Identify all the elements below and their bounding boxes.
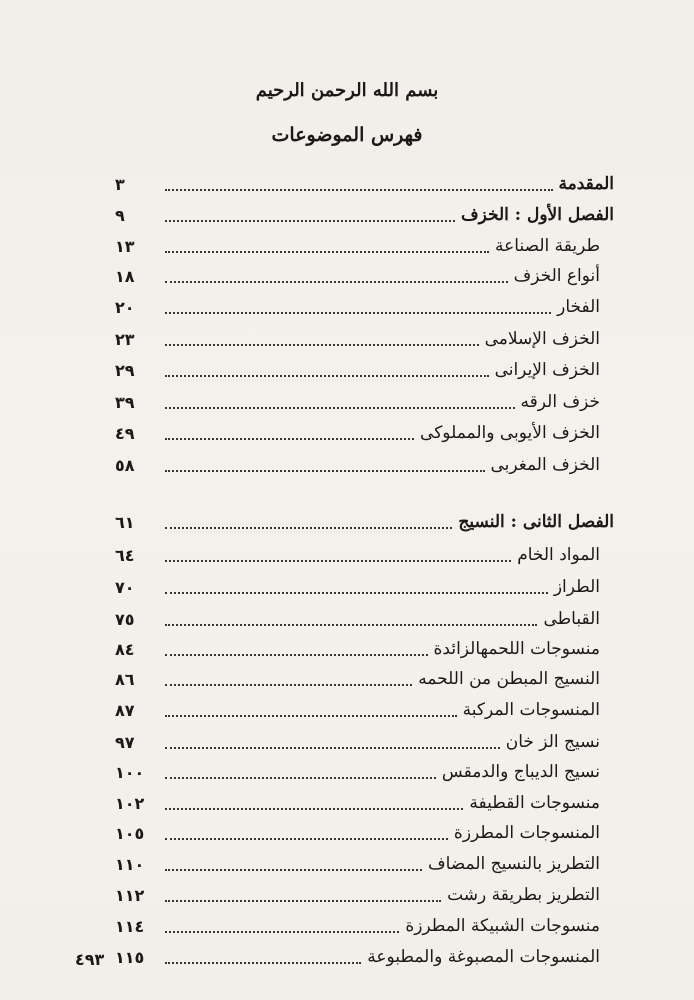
toc-entry-label: أنواع الخزف [513,266,600,286]
toc-entry-label: منسوجات اللحمهالزائدة [433,639,600,659]
toc-entry-page-number: ١١٢ [115,885,145,905]
toc-entry-page-number: ٩ [115,205,125,225]
toc-entry-page-number: ١١٥ [115,947,145,967]
toc-entry-page-number: ١٣ [115,236,135,256]
toc-entry-page-number: ٦١ [115,512,135,532]
dot-leader [165,654,428,656]
toc-entry [115,848,614,880]
toc-entry [115,230,614,262]
dot-leader [165,592,548,594]
toc-entry-page-number: ١١٤ [115,916,145,936]
toc-entry-page-number: ٥٨ [115,455,135,475]
toc-entry-page-number: ٢٩ [115,360,135,380]
dot-leader [165,777,436,779]
toc-entry [115,603,614,635]
toc-entry [115,941,614,973]
dot-leader [165,527,452,529]
toc-entry-label: المنسوجات المطرزة [453,823,600,843]
toc-entry [115,633,614,665]
toc-entry-label: المنسوجات المصبوغة والمطبوعة [367,947,600,967]
toc-entry-label: الفخار [557,297,600,317]
toc-entry-page-number: ٣ [115,174,125,194]
toc-entry-page-number: ٩٧ [115,732,135,752]
dot-leader [165,281,508,283]
dot-leader [165,931,399,933]
toc-entry-page-number: ١٠٢ [115,793,145,813]
toc-entry [115,506,614,538]
toc-entry-label: منسوجات الشبيكة المطرزة [405,916,600,936]
toc-entry [115,199,614,231]
toc-entry [115,291,614,323]
toc-entry [115,539,614,571]
dot-leader [165,684,412,686]
toc-entry-label: نسيج الز خان [505,732,600,752]
toc-entry-page-number: ٨٦ [115,669,135,689]
toc-entry [115,386,614,418]
toc-entry-label: منسوجات القطيفة [469,793,600,813]
toc-entry-label: الخزف الأيوبى والمملوكى [420,423,600,443]
dot-leader [165,624,537,626]
dot-leader [165,312,551,314]
dot-leader [165,407,515,409]
toc-entry [115,910,614,942]
dot-leader [165,838,448,840]
toc-entry-label: نسيج الديباج والدمقس [441,762,600,782]
toc-entry [115,323,614,355]
toc-entry-label: الخزف الإسلامى [484,329,600,349]
toc-entry [115,168,614,200]
toc-entry-page-number: ٧٥ [115,609,135,629]
toc-entry-label: الفصل الثانى : النسيج [458,512,614,532]
dot-leader [165,560,511,562]
dot-leader [165,900,441,902]
toc-entry [115,756,614,788]
toc-entry-label: الخزف الإيرانى [494,360,600,380]
toc-entry-page-number: ٤٩ [115,423,135,443]
dot-leader [165,470,485,472]
toc-entry-page-number: ١٠٥ [115,823,145,843]
dot-leader [165,220,455,222]
toc-entry [115,354,614,386]
toc-entry-page-number: ١٨ [115,266,135,286]
toc-entry-page-number: ٣٩ [115,392,135,412]
toc-entry [115,571,614,603]
toc-entry-label: الطراز [553,577,600,597]
toc-entry-page-number: ٨٤ [115,639,135,659]
toc-entry-label: المقدمة [558,174,614,194]
toc-entry-label: المواد الخام [517,545,600,565]
toc-entry-label: النسيج المبطن من اللحمه [418,669,600,689]
toc-entry-label: المنسوجات المركبة [462,700,600,720]
toc-entry-page-number: ٧٠ [115,577,135,597]
toc-entry-page-number: ٨٧ [115,700,135,720]
toc-entry [115,817,614,849]
toc-entry-label: طريقة الصناعة [495,236,600,256]
toc-entry-label: خزف الرقه [520,392,600,412]
dot-leader [165,962,361,964]
toc-entry-page-number: ١٠٠ [115,762,145,782]
toc-entry-label: الفصل الأول : الخزف [460,205,614,225]
toc-entry [115,417,614,449]
toc-entry [115,694,614,726]
toc-entry [115,260,614,292]
toc-entry [115,879,614,911]
dot-leader [165,251,489,253]
dot-leader [165,375,489,377]
dot-leader [165,344,479,346]
toc-entry-page-number: ٢٣ [115,329,135,349]
toc-entry-label: التطريز بالنسيج المضاف [427,854,600,874]
toc-entry-page-number: ٢٠ [115,297,135,317]
dot-leader [165,808,463,810]
toc-entry [115,449,614,481]
toc-entry [115,726,614,758]
page-number: ٤٩٣ [75,950,105,969]
dot-leader [165,715,457,717]
toc-entry [115,663,614,695]
dot-leader [165,869,422,871]
dot-leader [165,747,500,749]
page-title: فهرس الموضوعات [271,124,423,146]
toc-entry-page-number: ١١٠ [115,854,145,874]
dot-leader [165,438,414,440]
dot-leader [165,189,553,191]
toc-entry [115,787,614,819]
toc-entry-label: القباطى [543,609,600,629]
toc-entry-label: التطريز بطريقة رشت [447,885,600,905]
toc-entry-page-number: ٦٤ [115,545,135,565]
bismillah-heading: بسم الله الرحمن الرحيم [255,80,439,101]
toc-entry-label: الخزف المغربى [490,455,600,475]
